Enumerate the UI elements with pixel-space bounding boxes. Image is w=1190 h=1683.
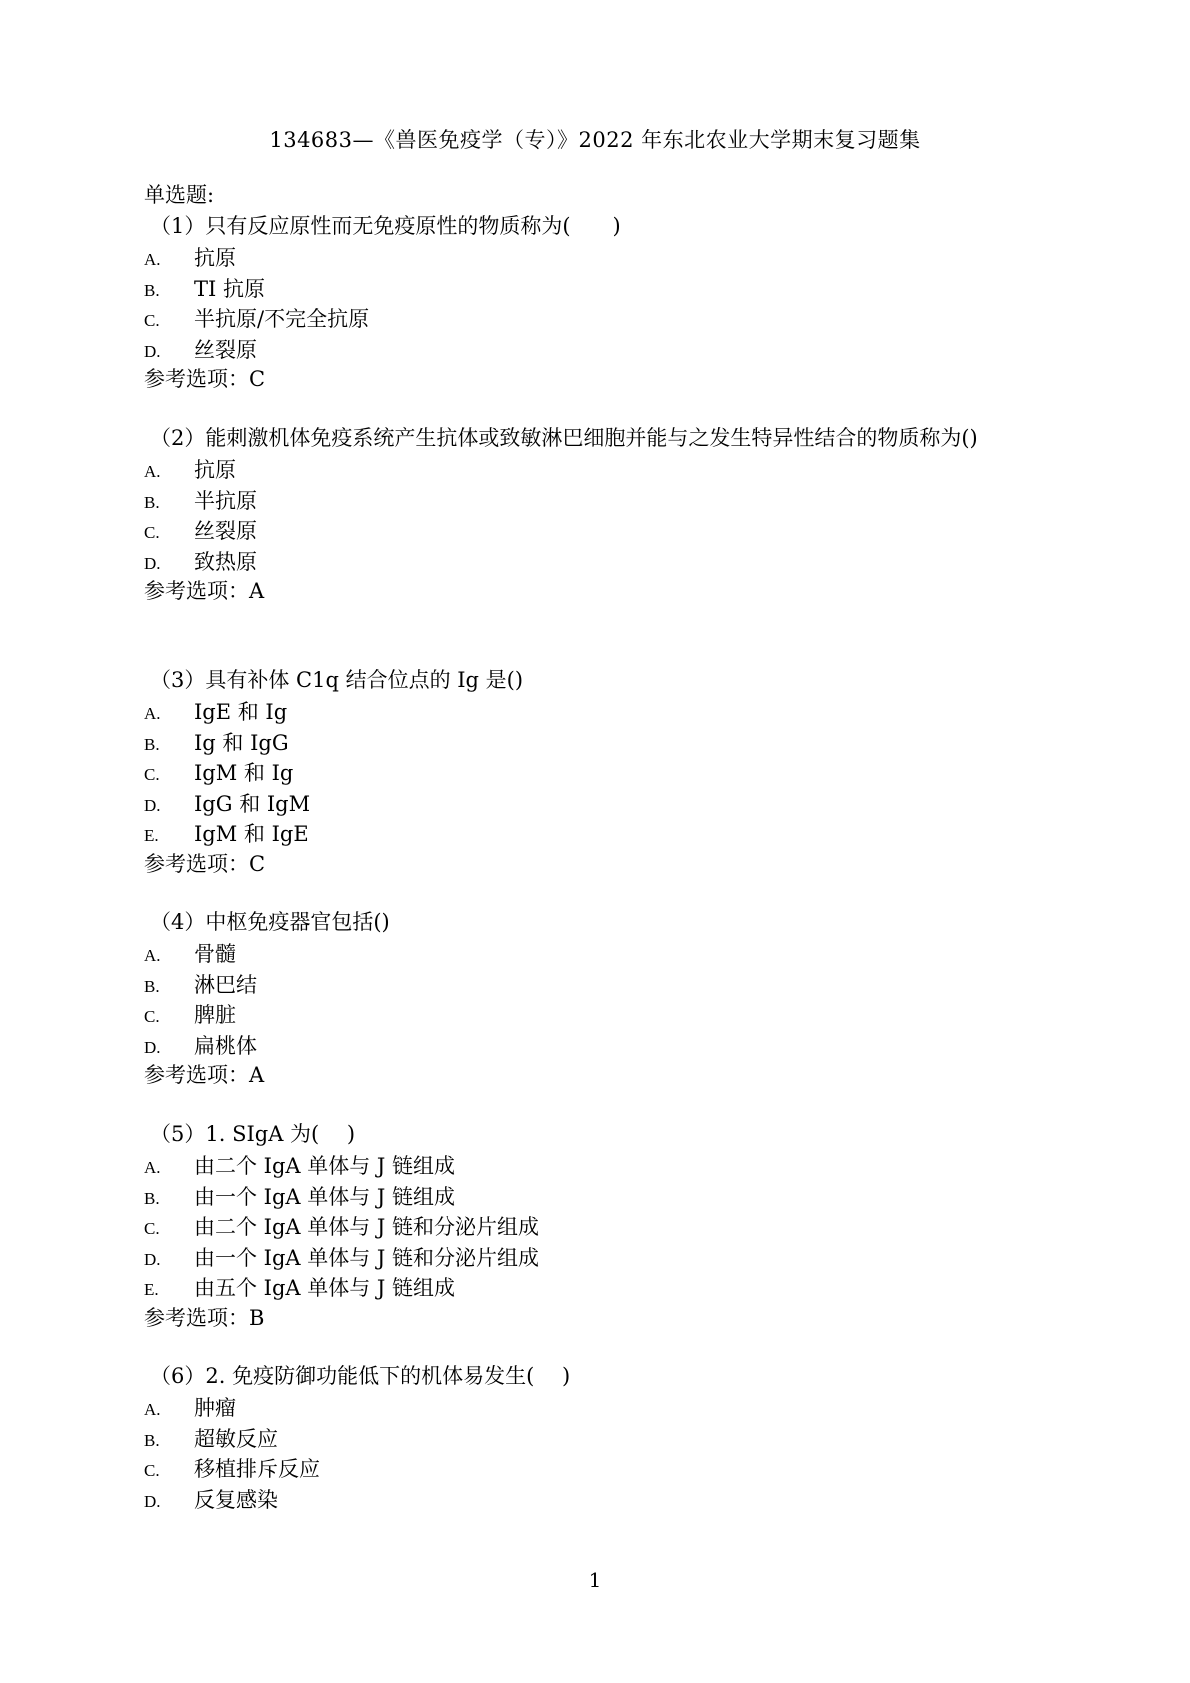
- question-3: [144, 664, 1044, 879]
- answer-line: 参考选项：C: [144, 367, 266, 391]
- question-stem: （5）1. SIgA 为( ): [150, 1122, 356, 1146]
- option-letter: B.: [144, 1430, 160, 1450]
- option-text: IgG 和 IgM: [194, 791, 311, 816]
- option-text: 抗原: [194, 246, 236, 270]
- option-text: 移植排斥反应: [194, 1457, 320, 1481]
- option-letter: D.: [144, 1249, 161, 1269]
- answer-line: 参考选项：C: [144, 851, 266, 876]
- option-letter: A.: [144, 462, 161, 481]
- question-stem: （6）2. 免疫防御功能低下的机体易发生( ): [150, 1364, 571, 1388]
- option-text: 半抗原: [194, 488, 257, 513]
- option-text: 由五个 IgA 单体与 J 链组成: [194, 1276, 456, 1300]
- option-letter: B.: [144, 280, 160, 300]
- option-c: [144, 1211, 1044, 1242]
- option-text: 抗原: [194, 458, 236, 482]
- answer-line: 参考选项：B: [144, 1305, 265, 1330]
- question-2: [144, 422, 1044, 606]
- option-letter: C.: [144, 311, 160, 330]
- option-e: [144, 1272, 1044, 1303]
- option-text: 骨髓: [194, 942, 236, 966]
- option-text: 由一个 IgA 单体与 J 链组成: [194, 1184, 456, 1209]
- option-letter: E.: [144, 826, 159, 845]
- option-letter: C.: [144, 1461, 160, 1480]
- option-text: 由一个 IgA 单体与 J 链和分泌片组成: [194, 1245, 540, 1270]
- option-c: [144, 1453, 1044, 1484]
- option-letter: C.: [144, 523, 160, 542]
- option-d: [144, 788, 1044, 819]
- option-letter: D.: [144, 1037, 161, 1057]
- option-letter: B.: [144, 1188, 160, 1208]
- option-text: TI 抗原: [194, 276, 265, 301]
- section-label: 单选题:: [144, 183, 215, 207]
- page-number: 1: [588, 1568, 602, 1592]
- option-letter: A.: [144, 946, 161, 965]
- option-text: 超敏反应: [194, 1426, 278, 1451]
- option-text: 丝裂原: [194, 519, 257, 543]
- option-b: [144, 969, 1044, 1000]
- option-a: [144, 696, 1044, 727]
- option-text: IgE 和 Ig: [194, 700, 288, 724]
- option-c: [144, 757, 1044, 788]
- option-text: IgM 和 IgE: [194, 822, 309, 846]
- option-text: 扁桃体: [194, 1033, 257, 1058]
- option-letter: A.: [144, 704, 161, 723]
- option-b: [144, 485, 1044, 516]
- option-c: [144, 999, 1044, 1030]
- option-b: [144, 1181, 1044, 1212]
- option-text: 由二个 IgA 单体与 J 链和分泌片组成: [194, 1215, 540, 1239]
- option-letter: A.: [144, 1400, 161, 1419]
- option-letter: B.: [144, 492, 160, 512]
- option-b: [144, 1423, 1044, 1454]
- option-text: 淋巴结: [194, 972, 257, 997]
- option-a: [144, 938, 1044, 969]
- option-a: [144, 1392, 1044, 1423]
- option-text: 半抗原/不完全抗原: [194, 307, 370, 331]
- option-letter: C.: [144, 765, 160, 784]
- option-d: [144, 1242, 1044, 1273]
- question-stem: （1）只有反应原性而无免疫原性的物质称为( ): [150, 214, 621, 238]
- option-text: Ig 和 IgG: [194, 730, 289, 755]
- option-text: 脾脏: [194, 1003, 236, 1027]
- option-a: [144, 454, 1044, 485]
- option-letter: E.: [144, 1280, 159, 1299]
- option-c: [144, 515, 1044, 546]
- option-d: [144, 334, 1044, 365]
- option-letter: D.: [144, 341, 161, 361]
- option-a: [144, 242, 1044, 273]
- question-1: [144, 210, 1044, 394]
- option-b: [144, 727, 1044, 758]
- option-d: [144, 546, 1044, 577]
- option-b: [144, 273, 1044, 304]
- option-text: 由二个 IgA 单体与 J 链组成: [194, 1154, 456, 1178]
- question-5: [144, 1118, 1044, 1333]
- answer-line: 参考选项：A: [144, 579, 265, 603]
- option-text: 致热原: [194, 549, 257, 574]
- question-stem: （2）能刺激机体免疫系统产生抗体或致敏淋巴细胞并能与之发生特异性结合的物质称为(): [150, 426, 978, 450]
- question-4: [144, 906, 1044, 1090]
- option-letter: A.: [144, 250, 161, 269]
- option-d: [144, 1484, 1044, 1515]
- option-c: [144, 303, 1044, 334]
- option-text: 肿瘤: [194, 1396, 236, 1420]
- option-d: [144, 1030, 1044, 1061]
- answer-line: 参考选项：A: [144, 1063, 265, 1087]
- option-letter: D.: [144, 795, 161, 815]
- option-e: [144, 818, 1044, 849]
- option-letter: C.: [144, 1007, 160, 1026]
- question-6: [144, 1360, 1044, 1514]
- option-letter: C.: [144, 1219, 160, 1238]
- question-stem: （3）具有补体 C1q 结合位点的 Ig 是(): [150, 668, 524, 692]
- question-stem: （4）中枢免疫器官包括(): [150, 910, 390, 934]
- option-text: IgM 和 Ig: [194, 761, 294, 785]
- option-letter: D.: [144, 1491, 161, 1511]
- document-title: 134683—《兽医免疫学（专）》2022 年东北农业大学期末复习题集: [269, 128, 921, 152]
- option-text: 丝裂原: [194, 337, 257, 362]
- option-letter: D.: [144, 553, 161, 573]
- option-letter: A.: [144, 1158, 161, 1177]
- option-letter: B.: [144, 734, 160, 754]
- option-a: [144, 1150, 1044, 1181]
- option-letter: B.: [144, 976, 160, 996]
- option-text: 反复感染: [194, 1487, 278, 1512]
